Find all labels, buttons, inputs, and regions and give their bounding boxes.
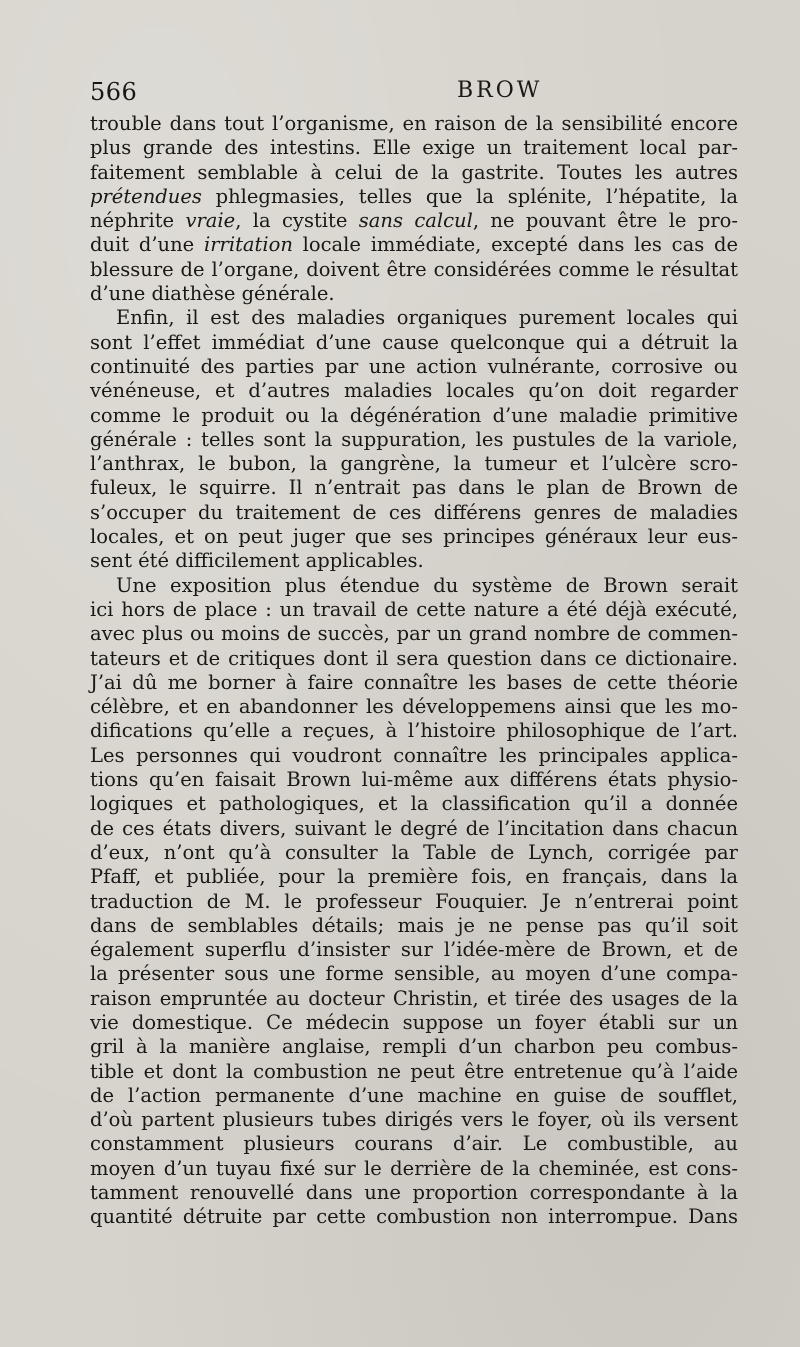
italic-text-segment: sans calcul [358,209,473,233]
text-line [90,1157,738,1181]
text-segment: tamment renouvellé dans une proportion correspondante à la [90,1181,738,1205]
text-line [90,233,738,257]
text-segment: , ne pouvant être le pro- [472,209,738,233]
text-line [90,1060,738,1084]
text-line [90,938,738,962]
text-segment: tions qu’en faisait Brown lui-même aux différens états physio- [90,768,738,792]
text-segment: Enfin, il est des maladies organiques purement locales qui [116,306,738,330]
text-segment: d’une diathèse générale. [90,282,335,306]
text-segment: dans de semblables détails; mais je ne pense pas qu’il soit [90,913,738,937]
text-segment: Une exposition plus étendue du système de Brown serait [116,573,738,597]
text-segment: avec plus ou moins de succès, par un grand nombre de commen- [90,622,738,646]
text-line [90,306,738,330]
text-segment: d’eux, n’ont qu’à consulter la Table de Lynch, corrigée par [90,840,738,864]
text-segment: blessure de l’organe, doivent être considérées comme le résultat [90,257,738,281]
text-segment: vie domestique. Ce médecin suppose un foyer établi sur un [90,1010,738,1034]
text-line [90,890,738,914]
text-line [90,1035,738,1059]
text-line [90,549,738,573]
text-segment: néphrite [90,209,186,233]
text-segment: trouble dans tout l’organisme, en raison de la sensibilité encore [90,112,738,135]
text-line [90,404,738,428]
text-line [90,452,738,476]
text-segment: locale immédiate, excepté dans les cas de [292,233,738,257]
running-head: BROW [457,78,543,103]
text-segment: locales, et on peut juger que ses principes généraux leur eus- [90,525,738,549]
text-segment: , la cystite [235,209,359,233]
text-segment: quantité détruite par cette combustion non interrompue. Dans [90,1205,738,1229]
text-segment: traduction de M. le professeur Fouquier. Je n’entrerai point [90,889,738,913]
text-segment: tible et dont la combustion ne peut être entretenue qu’à l’aide [90,1059,738,1083]
text-line [90,1205,738,1229]
text-line [90,428,738,452]
text-segment: l’anthrax, le bubon, la gangrène, la tumeur et l’ulcère scro- [90,452,738,476]
text-line [90,209,738,233]
text-line [90,574,738,598]
text-segment: raison empruntée au docteur Christin, et tirée des usages de la [90,986,738,1010]
text-segment: d’où partent plusieurs tubes dirigés vers le foyer, où ils versent [90,1108,738,1132]
text-line [90,501,738,525]
text-segment: difications qu’elle a reçues, à l’histoire philosophique de l’art. [90,719,738,743]
text-line [90,1132,738,1156]
italic-text-segment: prétendues [90,184,202,208]
text-segment: ici hors de place : un travail de cette nature a été déjà exécuté, [90,597,738,621]
text-line [90,1108,738,1132]
text-segment: constamment plusieurs courans d’air. Le combustible, au [90,1132,738,1156]
text-line [90,185,738,209]
text-line [90,1084,738,1108]
text-line [90,695,738,719]
text-line [90,719,738,743]
text-line [90,161,738,185]
text-segment: Pfaff, et publiée, pour la première fois, en français, dans la [90,865,738,889]
text-segment: fuleux, le squirre. Il n’entrait pas dans le plan de Brown de [90,476,738,500]
text-segment: Les personnes qui voudront connaître les principales applica- [90,743,738,767]
text-line [90,282,738,306]
text-segment: duit d’une [90,233,204,257]
text-segment: J’ai dû me borner à faire connaître les bases de cette théorie [90,670,738,694]
text-line [90,768,738,792]
text-segment: vénéneuse, et d’autres maladies locales qu’on doit regarder [90,379,738,403]
text-segment: moyen d’un tuyau fixé sur le derrière de la cheminée, est cons- [90,1156,738,1180]
text-line [90,987,738,1011]
body-text [90,112,738,1230]
text-line [90,136,738,160]
text-line [90,355,738,379]
text-line [90,914,738,938]
text-line [90,1181,738,1205]
text-segment: phlegmasies, telles que la splénite, l’hépatite, la [201,184,738,208]
text-segment: tateurs et de critiques dont il sera question dans ce dictionaire. [90,646,738,670]
text-segment: sont l’effet immédiat d’une cause quelconque qui a détruit la [90,330,738,354]
text-line [90,112,738,136]
italic-text-segment: vraie [185,209,236,233]
text-segment: célèbre, et en abandonner les développemens ainsi que les mo- [90,695,738,719]
text-segment: la présenter sous une forme sensible, au moyen d’une compa- [90,962,738,986]
text-segment: faitement semblable à celui de la gastrite. Toutes les autres [90,160,738,184]
page-number: 566 [90,78,138,106]
text-line [90,792,738,816]
text-segment: générale : telles sont la suppuration, les pustules de la variole, [90,427,738,451]
italic-text-segment: irritation [203,233,293,257]
text-line [90,865,738,889]
page-header [90,78,740,110]
text-line [90,841,738,865]
text-line [90,379,738,403]
text-segment: logiques et pathologiques, et la classification qu’il a donnée [90,792,738,816]
text-line [90,622,738,646]
text-line [90,962,738,986]
text-line [90,671,738,695]
text-line [90,1011,738,1035]
text-segment: s’occuper du traitement de ces différens genres de maladies [90,500,738,524]
text-line [90,258,738,282]
text-line [90,744,738,768]
text-segment: comme le produit ou la dégénération d’une maladie primitive [90,403,738,427]
text-line [90,647,738,671]
text-segment: également superflu d’insister sur l’idée-mère de Brown, et de [90,938,738,962]
text-segment: sent été difficilement applicables. [90,549,424,573]
text-line [90,817,738,841]
text-segment: continuité des parties par une action vulnérante, corrosive ou [90,354,738,378]
text-line [90,525,738,549]
text-line [90,598,738,622]
text-segment: gril à la manière anglaise, rempli d’un charbon peu combus- [90,1035,738,1059]
text-line [90,331,738,355]
text-segment: plus grande des intestins. Elle exige un traitement local par- [90,136,738,160]
text-segment: de ces états divers, suivant le degré de l’incitation dans chacun [90,816,738,840]
text-segment: de l’action permanente d’une machine en guise de soufflet, [90,1083,738,1107]
text-line [90,476,738,500]
